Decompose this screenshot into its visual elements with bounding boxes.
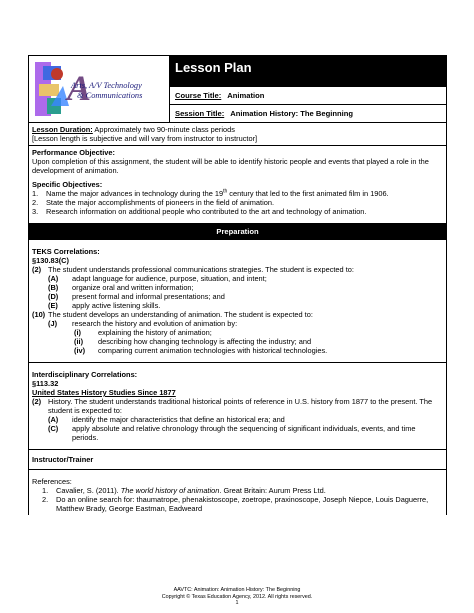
- teks-code: §130.83(C): [32, 256, 69, 265]
- objective-item: 1. Name the major advances in technology during the 19th century that led to the first animated film in 1906.: [32, 188, 389, 198]
- page-number: 1: [235, 600, 239, 607]
- lesson-duration-section: [29, 123, 447, 146]
- logo-line2: & Communications: [77, 91, 143, 100]
- logo-cell: [29, 56, 170, 123]
- performance-objective-section: [29, 146, 447, 224]
- instructor-trainer-header: Instructor/Trainer: [29, 450, 447, 470]
- lesson-plan-page: [28, 55, 447, 515]
- course-value: Animation: [227, 91, 265, 100]
- teks-subsubitem: (i) explaining the history of animation;: [74, 328, 212, 337]
- performance-label: Performance Objective:: [32, 148, 115, 157]
- footer-line2: Copyright © Texas Education Agency, 2012. All rights reserved.: [161, 593, 313, 600]
- teks-label: TEKS Correlations:: [32, 247, 100, 256]
- teks-section: [29, 240, 447, 363]
- duration-label: Lesson Duration:: [32, 125, 93, 134]
- teks-subsubitem: (iv) comparing current animation technologies with historical technologies.: [74, 346, 328, 355]
- arts-av-logo: [29, 56, 169, 122]
- teks-subitem: (J) research the history and evolution of animation by:: [48, 319, 238, 328]
- preparation-header: Preparation: [29, 224, 447, 240]
- interdisciplinary-label: Interdisciplinary Correlations:: [32, 370, 138, 379]
- page-footer: [0, 587, 474, 607]
- lesson-plan-table: [28, 55, 447, 515]
- session-label: Session Title:: [175, 109, 225, 118]
- teks-subitem: (D) present formal and informal presentations; and: [48, 292, 225, 301]
- page-title: Lesson Plan: [170, 56, 447, 87]
- course-label: Course Title:: [175, 91, 222, 100]
- reference-item: 2. Do an online search for: thaumatrope, phenakistoscope, zoetrope, praxinoscope, Joseph Niepce, Louis Daguerre, Matthew Brady, George Eastman, Eadweard: [42, 495, 429, 513]
- interdisciplinary-subitem: (A) identify the major characteristics that define an historical era; and: [48, 415, 285, 424]
- teks-subitem: (E) apply active listening skills.: [48, 301, 161, 310]
- interdisciplinary-subject: United States History Studies Since 1877: [32, 388, 176, 397]
- teks-item: (10) The student develops an understanding of animation. The student is expected to:: [32, 310, 313, 319]
- session-title-row: [170, 105, 447, 123]
- duration-value: Approximately two 90-minute class periods: [92, 125, 235, 134]
- reference-item: 1. Cavalier, S. (2011). The world history of animation. Great Britain: Aurum Press Ltd.: [42, 486, 326, 495]
- teks-subitem: (A) adapt language for audience, purpose, situation, and intent;: [48, 274, 267, 283]
- session-value: Animation History: The Beginning: [230, 109, 353, 118]
- interdisciplinary-section: [29, 363, 447, 450]
- interdisciplinary-subitem: (C) apply absolute and relative chronology through the sequencing of significant individuals, events, and time periods.: [48, 424, 416, 442]
- duration-note: [Lesson length is subjective and will vary from instructor to instructor]: [32, 134, 258, 143]
- performance-text: Upon completion of this assignment, the student will be able to identify historic people and events that played a role in the development of animation.: [32, 157, 429, 175]
- svg-text:A: A: [67, 68, 92, 108]
- teks-subitem: (B) organize oral and written information;: [48, 283, 194, 292]
- teks-item: (2) The student understands professional communications strategies. The student is expected to:: [32, 265, 354, 274]
- references-label: References:: [32, 477, 72, 486]
- teks-subsubitem: (ii) describing how changing technology is affecting the industry; and: [74, 337, 312, 346]
- logo-line1: Arts, A/V Technology: [71, 81, 142, 90]
- interdisciplinary-item: (2) History. The student understands traditional historical points of reference in U.S. history from 1877 to the present. The student is expected to:: [32, 397, 433, 415]
- interdisciplinary-code: §113.32: [32, 379, 59, 388]
- objective-item: 2. State the major accomplishments of pioneers in the field of animation.: [32, 198, 274, 207]
- objective-item: 3. Research information on additional people who contributed to the art and technology of animation.: [32, 207, 367, 216]
- references-section: [29, 470, 447, 516]
- specific-label: Specific Objectives:: [32, 180, 103, 189]
- course-title-row: [170, 87, 447, 105]
- footer-line1: AAVTC: Animation: Animation History: The Beginning: [173, 587, 301, 593]
